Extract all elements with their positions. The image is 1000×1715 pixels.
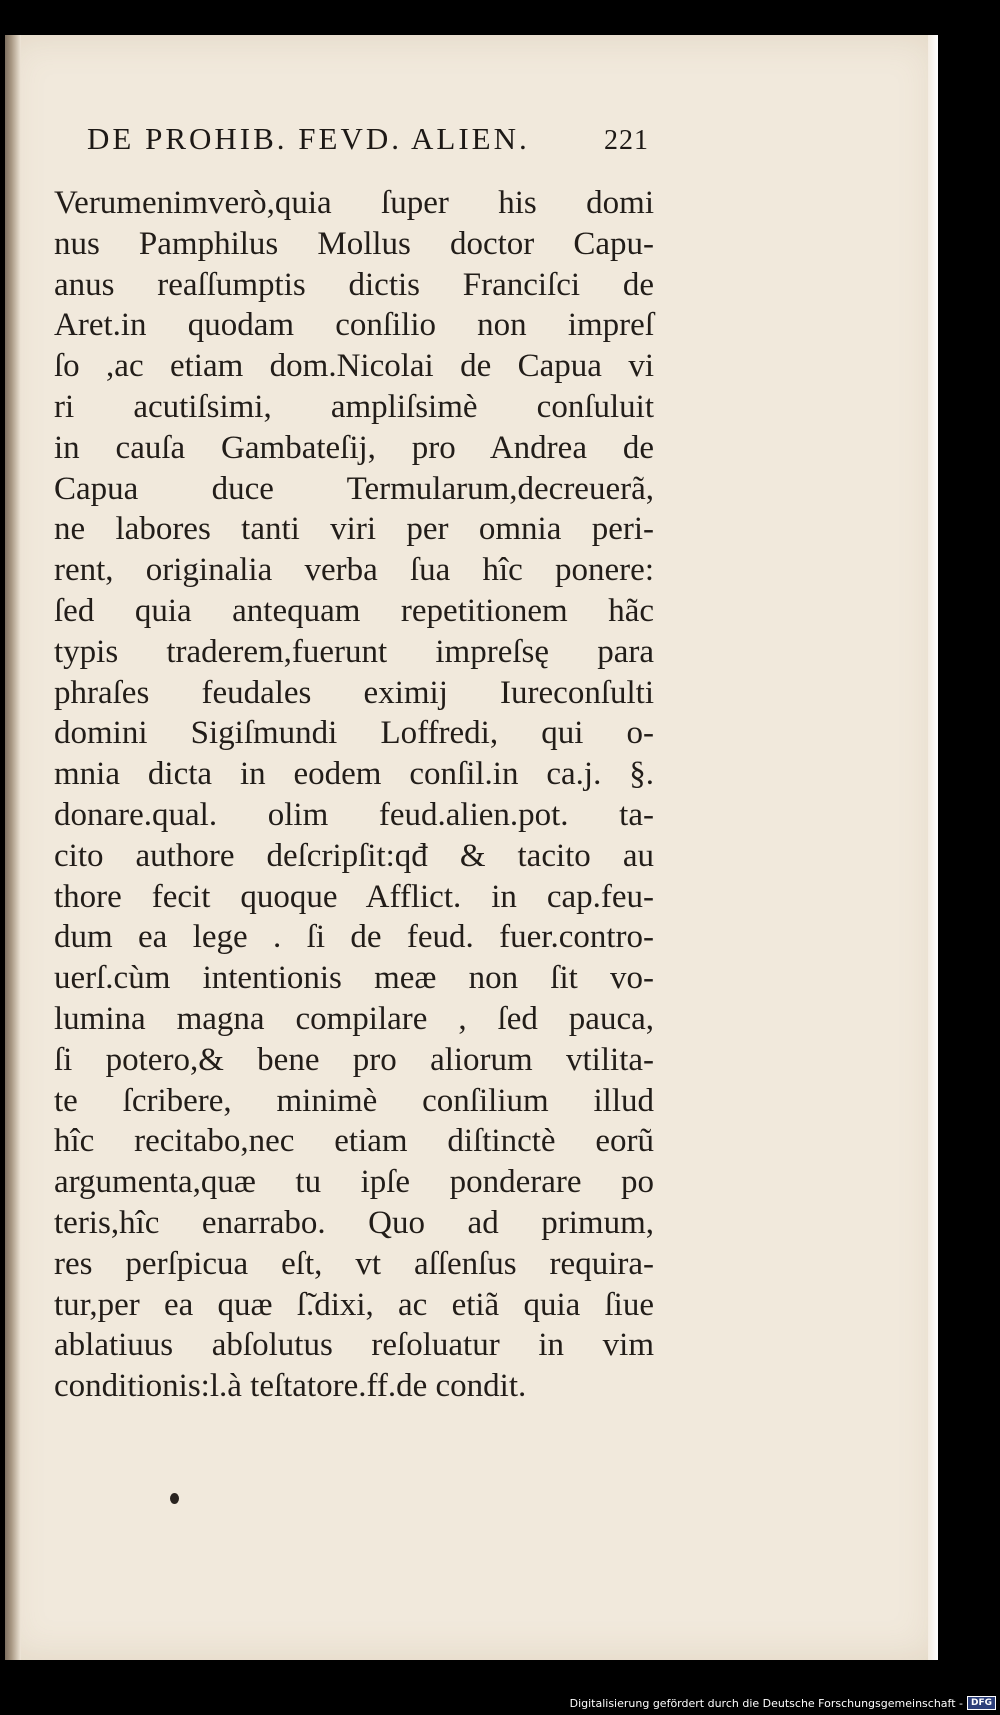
text-line: ablatiuus abſolutus reſoluatur in vim (54, 1327, 654, 1364)
page-header (87, 121, 649, 165)
text-line: lumina magna compilare , ſed pauca, (54, 1000, 654, 1037)
text-line: tur,per ea quæ ſ̃.dixi, ac etiã quia ſiue (54, 1286, 654, 1323)
dfg-logo: DFG (967, 1696, 996, 1710)
page-gutter-shadow (5, 35, 21, 1660)
text-line: domini Sigiſmundi Loffredi, qui o- (54, 715, 654, 752)
text-line: rent, originalia verba ſua hîc ponere: (54, 552, 654, 589)
text-line: Aret.in quodam conſilio non impreſ (54, 307, 654, 344)
ink-spot (170, 1493, 179, 1504)
footer-credit: Digitalisierung gefördert durch die Deutsche Forschungsgemeinschaft - (569, 1696, 963, 1710)
body-text (54, 183, 654, 1407)
text-line: in cauſa Gambateſij, pro Andrea de (54, 429, 654, 466)
text-line: res perſpicua eſt, vt aſſenſus requira- (54, 1245, 654, 1282)
text-line: donare.qual. olim feud.alien.pot. ta- (54, 796, 654, 833)
text-line: cito authore deſcripſit:qđ & tacito au (54, 837, 654, 874)
text-line: ſo ,ac etiam dom.Nicolai de Capua vi (54, 348, 654, 385)
text-line: argumenta,quæ tu ipſe ponderare po (54, 1164, 654, 1201)
text-line: ſi potero,& bene pro aliorum vtilita- (54, 1041, 654, 1078)
text-line: Verumenimverò,quia ſuper his domi (54, 185, 654, 221)
text-line: nus Pamphilus Mollus doctor Capu- (54, 225, 654, 262)
text-line: uerſ.cùm intentionis meæ non ſit vo- (54, 960, 654, 997)
text-line: ri acutiſsimi, ampliſsimè conſuluit (54, 388, 654, 425)
text-line: dum ea lege . ſi de feud. fuer.contro- (54, 919, 654, 956)
text-line: hîc recitabo,nec etiam diſtinctè eorũ (54, 1123, 654, 1160)
text-line: mnia dicta in eodem conſil.in ca.j. §. (54, 756, 654, 793)
book-page (5, 35, 938, 1660)
text-line: phraſes feudales eximij Iureconſulti (54, 674, 654, 711)
text-line: ſed quia antequam repetitionem hãc (54, 592, 654, 629)
text-line: teris,hîc enarrabo. Quo ad primum, (54, 1204, 654, 1241)
text-line: te ſcribere, minimè conſilium illud (54, 1082, 654, 1119)
text-line: conditionis:l.à teſtatore.ff.de condit. (54, 1368, 527, 1405)
text-line: anus reaſſumptis dictis Franciſci de (54, 266, 654, 303)
digitization-footer (570, 1694, 996, 1712)
text-line: thore fecit quoque Afflict. in cap.feu- (54, 878, 654, 915)
text-line: ne labores tanti viri per omnia peri- (54, 511, 654, 548)
text-line: Capua duce Termularum,decreuerã, (54, 470, 654, 507)
running-title: DE PROHIB. FEVD. ALIEN. (87, 121, 530, 156)
page-fore-edge (928, 35, 938, 1660)
text-line: typis traderem,fuerunt impreſsę para (54, 633, 654, 670)
page-number: 221 (604, 125, 649, 156)
